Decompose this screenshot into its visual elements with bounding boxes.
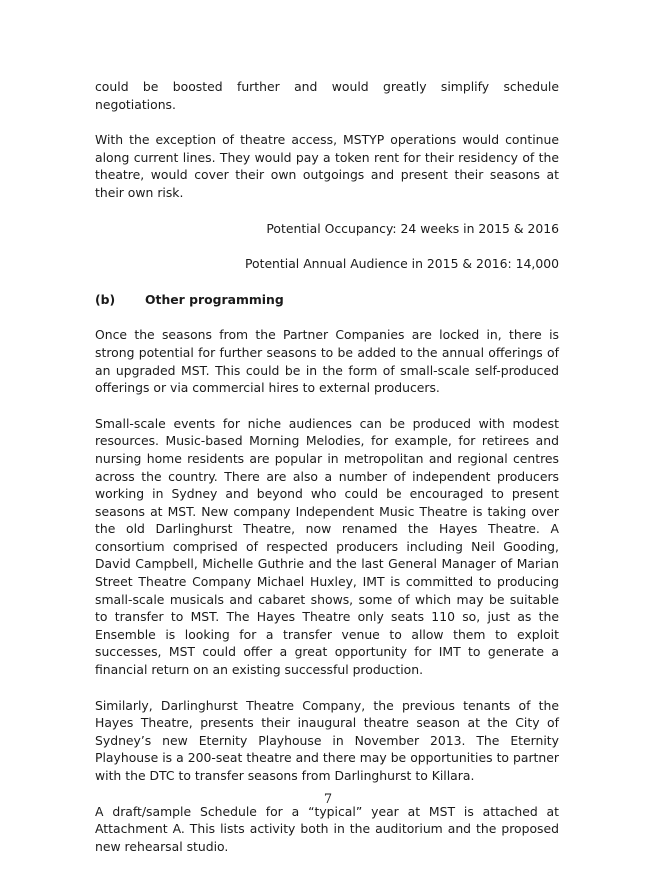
paragraph-partner-companies: Once the seasons from the Partner Companies are locked in, there is strong potential for further seasons to be added to the annual offerings of an upgraded MST. This could be in the form of small-scale self-produced offerings or via commercial hires to external producers. [95, 327, 559, 396]
potential-occupancy: Potential Occupancy: 24 weeks in 2015 & 2016 [266, 220, 559, 236]
paragraph-draft-schedule: A draft/sample Schedule for a “typical” year at MST is attached at Attachment A. This lists activity both in the auditorium and the proposed new rehearsal studio. [95, 803, 559, 854]
potential-annual-audience: Potential Annual Audience in 2015 & 2016: 14,000 [244, 256, 559, 272]
paragraph-continued: could be boosted further and would greatly simplify schedule negotiations. [95, 79, 559, 112]
section-number: (b) [95, 291, 116, 307]
paragraph-mstyp-operations: With the exception of theatre access, MSTYP operations would continue along current lines. They would pay a token rent for their residency of the theatre, would cover their own outgoings and present their seasons at their own risk. [95, 132, 559, 200]
section-heading [95, 291, 559, 309]
section-title: Other programming [145, 291, 284, 307]
paragraph-small-scale-events: Small-scale events for niche audiences can be produced with modest resources. Music-based Morning Melodies, for example, for retirees and nursing home residents are popular in metropolitan and regional centres across the country. There are also a number of independent producers working in Sydney and beyond who could be encouraged to present seasons at MST. New company Independent Music Theatre is taking over the old Darlinghurst Theatre, now renamed the Hayes Theatre. A consortium comprised of respected producers including Neil Gooding, David Campbell, Michelle Guthrie and the last General Manager of Marian Street Theatre Company Michael Huxley, IMT is committed to producing small-scale musicals and cabaret shows, some of which may be suitable to transfer to MST. The Hayes Theatre only seats 110 so, just as the Ensemble is looking for a transfer venue to allow them to exploit successes, MST could offer a great opportunity for IMT to generate a financial return on an existing successful production. [95, 415, 559, 678]
page-body [95, 78, 559, 873]
paragraph-darlinghurst-theatre: Similarly, Darlinghurst Theatre Company, the previous tenants of the Hayes Theatre, presents their inaugural theatre season at the City of Sydney’s new Eternity Playhouse in November 2013. The Eternity Playhouse is a 200-seat theatre and there may be opportunities to partner with the DTC to transfer seasons from Darlinghurst to Killara. [95, 697, 559, 783]
page-number: 7 [323, 792, 333, 807]
